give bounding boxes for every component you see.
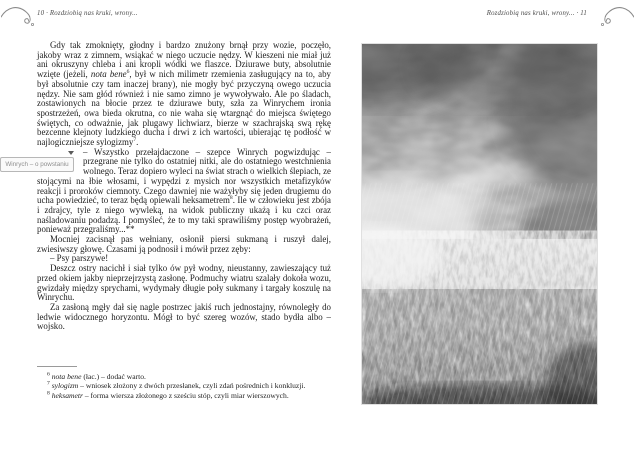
text-run: Deszcz ostry nacichł i siał tylko ów pył wodny, nieustanny, zawieszający tuż przed okiem jakby nieprzejrzystą zasłonę. Podmuchy wiatru szalały dokoła wozu, gwizdały między sprychami, wydymały długie poły sukmany i targały koszulę na Winrychu. [37, 263, 331, 303]
italic-text: nota bene [51, 372, 82, 381]
flourish-ornament-left [1, 3, 39, 29]
text-run: – wniosek złożony z dwóch przesłanek, czyli zdań pośrednich i konkluzji. [78, 381, 306, 391]
text-run: – Psy parszywe! [50, 253, 109, 264]
footnote [37, 391, 331, 400]
text-run: . [136, 137, 139, 148]
text-run: Mocniej zacisnął pas wełniany, osłonił piersi sukmaną i ruszył dalej, zwiesiwszy głowę. Czasami ją podnosił i mówił przez zęby: [37, 234, 331, 254]
paragraph [37, 264, 331, 303]
footnote-marker: 8 [229, 195, 233, 202]
footnote-marker: 8 [47, 390, 50, 397]
footnote-marker: 6 [47, 371, 50, 378]
text-run: – Wszystko przełajdaczone – szepce Winrych pogwizdując – przegrane nie tylko do ostatniej nitki, ale do ostatniego westchnienia wolnego. Teraz dopiero wyleci na świat strach o wielkich ślepiach, ze stojącymi na łbie włosami, i wypędzi z mysich nor wszystkich metafizyków reakcji i proroków ciemnoty. Czego dawniej nie ważyłyby się jeden drugiemu do ucha powiedzieć, to teraz będą opiewali heksametrem [37, 146, 331, 206]
text-run: – forma wiersza złożonego z sześciu stóp, czyli miar wierszowych. [82, 390, 289, 400]
text-run: Za zasłoną mgły dał się nagle postrzec jakiś ruch jednostajny, równoległy do ledwie widocznego horyzontu. Mógł to być szereg wozów, stado bydła albo – wojsko. [37, 301, 331, 332]
paragraph [37, 41, 331, 148]
text-run: . Ile w człowieku jest zbója i zdrajcy, tyle z niego wywleką, na widok publiczny ukażą i ku czci oraz naśladowaniu podadzą. I pomyśleć, że to my taki sprawiliśmy postęp wyobrażeń, ponieważ przegraliśmy...** [37, 195, 331, 235]
paragraph [37, 148, 331, 235]
footnote-marker: 7 [133, 137, 137, 144]
left-running-header: 10 · Rozdziobią nas kruki, wrony... [37, 10, 138, 17]
flourish-ornament-right [596, 3, 634, 29]
paragraph [37, 303, 331, 332]
text-run: , był w nich milimetr rzemienia zasługujący na to, aby był absolutnie czy tam inaczej brany), nie mogły być przyczyną owego uczucia nędzy. Nie sam głód również i nie samo zimno je wywoływało. Ale po śladach, zostawionych na błocie przez te dziurawe buty, szła za Winrychem ironia spostrzeżeń, owa bieda okrutna, co nie waha się wtargnąć do miejsca świętego świętych, co odważnie, jak plugawy lichwiarz, bierze w szachrajską swą rękę bezcenne klejnoty ludzkiego ducha i drwi z ich wartości, ubierając tę podłość w najlogiczniejsze sylogizmy [37, 69, 331, 148]
paragraph [37, 235, 331, 254]
margin-note[interactable]: Winrych – o powstaniu [0, 157, 74, 172]
body-text [37, 41, 331, 332]
italic-text: heksametr [51, 390, 83, 400]
footnote-separator [37, 366, 77, 367]
footnotes [37, 372, 331, 400]
footnote-marker: 7 [47, 380, 50, 387]
caret-down-icon [68, 151, 74, 155]
italic-text: nota bene [90, 69, 127, 80]
italic-text: sylogizm [51, 381, 79, 391]
text-run: (łac.) – dodać warto. [81, 372, 146, 381]
footnote-marker: 6 [126, 69, 130, 76]
footnote [37, 372, 331, 381]
meadow-storm-photo [361, 43, 598, 405]
text-run: Gdy tak zmoknięty, głodny i bardzo znużony brnął przy wozie, poczęło, jakoby wraz z zimnem, wsiąkać w niego uczucie nędzy. W kieszeni nie miał już ani okruszyny chleba i ani kropli wódki we flaszce. Dziurawe buty, absolutnie wzięte (jeżeli, [37, 40, 331, 80]
footnote [37, 381, 331, 390]
right-running-header: Rozdziobią nas kruki, wrony... · 11 [486, 10, 587, 17]
